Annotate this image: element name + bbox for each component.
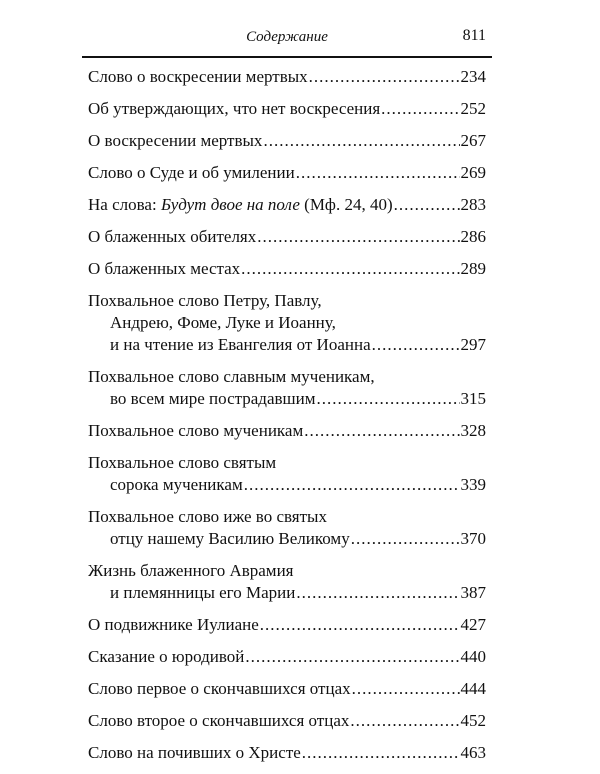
toc-entry-page: 269 <box>460 163 486 182</box>
toc-entry-title-line: сорока мученикам <box>110 475 243 494</box>
toc-entry[interactable] <box>88 420 486 442</box>
toc-entry-title <box>88 194 393 216</box>
toc-entry[interactable] <box>88 258 486 280</box>
toc-entry-title-line: Жизнь блаженного Аврамия <box>88 561 294 580</box>
leader-dots <box>394 194 460 216</box>
toc-entry-page: 234 <box>460 67 486 86</box>
toc-entry-page: 328 <box>460 421 486 440</box>
toc-entry-title-line: Андрею, Фоме, Луке и Иоанну, <box>110 313 336 332</box>
toc-entry-title-line: Похвальное слово иже во святых <box>88 507 327 526</box>
toc-entry[interactable] <box>88 194 486 216</box>
leader-dots <box>372 334 460 356</box>
leader-dots <box>309 66 460 88</box>
toc-entry-title: Слово о Суде и об умилении <box>88 163 295 182</box>
toc-entry[interactable] <box>88 742 486 764</box>
toc-entry-page: 297 <box>460 335 486 354</box>
leader-dots <box>241 258 459 280</box>
toc-entry-title-suffix: (Мф. 24, 40) <box>299 195 393 214</box>
toc-entry-page: 440 <box>460 647 486 666</box>
toc-entry-title: Сказание о юродивой <box>88 647 245 666</box>
toc-entry-page: 289 <box>460 259 486 278</box>
header-rule <box>82 56 492 58</box>
toc-entry[interactable] <box>88 560 486 604</box>
leader-dots <box>304 420 459 442</box>
leader-dots <box>316 388 459 410</box>
toc-entry-title-line: отцу нашему Василию Великому <box>110 529 350 548</box>
toc-entry-title: Слово на почивших о Христе <box>88 743 301 762</box>
toc-entry-page: 315 <box>460 389 486 408</box>
toc-entry[interactable] <box>88 98 486 120</box>
running-title: Содержание <box>246 29 328 45</box>
toc-entry-title: Слово первое о скончавшихся отцах <box>88 679 351 698</box>
toc-entry[interactable] <box>88 506 486 550</box>
toc-entry-title-line: Похвальное слово славным мученикам, <box>88 367 375 386</box>
leader-dots <box>302 742 460 764</box>
toc-entry-page: 339 <box>460 475 486 494</box>
page-number: 811 <box>462 27 486 44</box>
toc-entry[interactable] <box>88 710 486 732</box>
toc-entry-title: Об утверждающих, что нет воскресения <box>88 99 381 118</box>
toc-entry-title-line: Похвальное слово Петру, Павлу, <box>88 291 322 310</box>
toc-entry[interactable] <box>88 66 486 88</box>
page-header <box>82 27 492 53</box>
toc-entry-title: Слово второе о скончавшихся отцах <box>88 711 350 730</box>
leader-dots <box>352 678 460 700</box>
toc-entry-title: О подвижнике Иулиане <box>88 615 259 634</box>
toc-entry[interactable] <box>88 614 486 636</box>
toc-entry-page: 370 <box>460 529 486 548</box>
leader-dots <box>381 98 459 120</box>
toc-entry-title-italic: Будут двое на поле <box>160 195 300 214</box>
toc-entry[interactable] <box>88 452 486 496</box>
toc-entry-page: 267 <box>460 131 486 150</box>
leader-dots <box>245 646 459 668</box>
toc-entry[interactable] <box>88 162 486 184</box>
toc-entry-page: 252 <box>460 99 486 118</box>
leader-dots <box>260 614 460 636</box>
leader-dots <box>244 474 460 496</box>
leader-dots <box>351 528 460 550</box>
toc-entry-title-line: и племянницы его Марии <box>110 583 296 602</box>
toc-entry-title: О блаженных обителях <box>88 227 257 246</box>
toc-entry-title-prefix: На слова: <box>88 195 161 214</box>
toc-entry-title-line: Похвальное слово святым <box>88 453 277 472</box>
toc-entry[interactable] <box>88 646 486 668</box>
toc-entry-title-line: во всем мире пострадавшим <box>110 389 316 408</box>
toc-entry-page: 452 <box>460 711 486 730</box>
toc-entry-page: 286 <box>460 227 486 246</box>
leader-dots <box>296 162 460 184</box>
toc-entry[interactable] <box>88 678 486 700</box>
leader-dots <box>350 710 459 732</box>
toc-entry-page: 283 <box>460 195 486 214</box>
leader-dots <box>257 226 459 248</box>
toc-entry[interactable] <box>88 130 486 152</box>
leader-dots <box>296 582 459 604</box>
toc-entry[interactable] <box>88 366 486 410</box>
toc-entry-title: Слово о воскресении мертвых <box>88 67 308 86</box>
toc-entry-page: 427 <box>460 615 486 634</box>
toc-entry[interactable] <box>88 226 486 248</box>
leader-dots <box>263 130 459 152</box>
toc-entry-title-line: и на чтение из Евангелия от Иоанна <box>110 335 371 354</box>
toc-entry-title: О воскресении мертвых <box>88 131 263 150</box>
table-of-contents <box>88 66 486 774</box>
toc-entry-title: О блаженных местах <box>88 259 241 278</box>
toc-entry[interactable] <box>88 290 486 356</box>
toc-entry-page: 444 <box>460 679 486 698</box>
toc-entry-page: 463 <box>460 743 486 762</box>
toc-entry-page: 387 <box>460 583 486 602</box>
toc-entry-title: Похвальное слово мученикам <box>88 421 304 440</box>
